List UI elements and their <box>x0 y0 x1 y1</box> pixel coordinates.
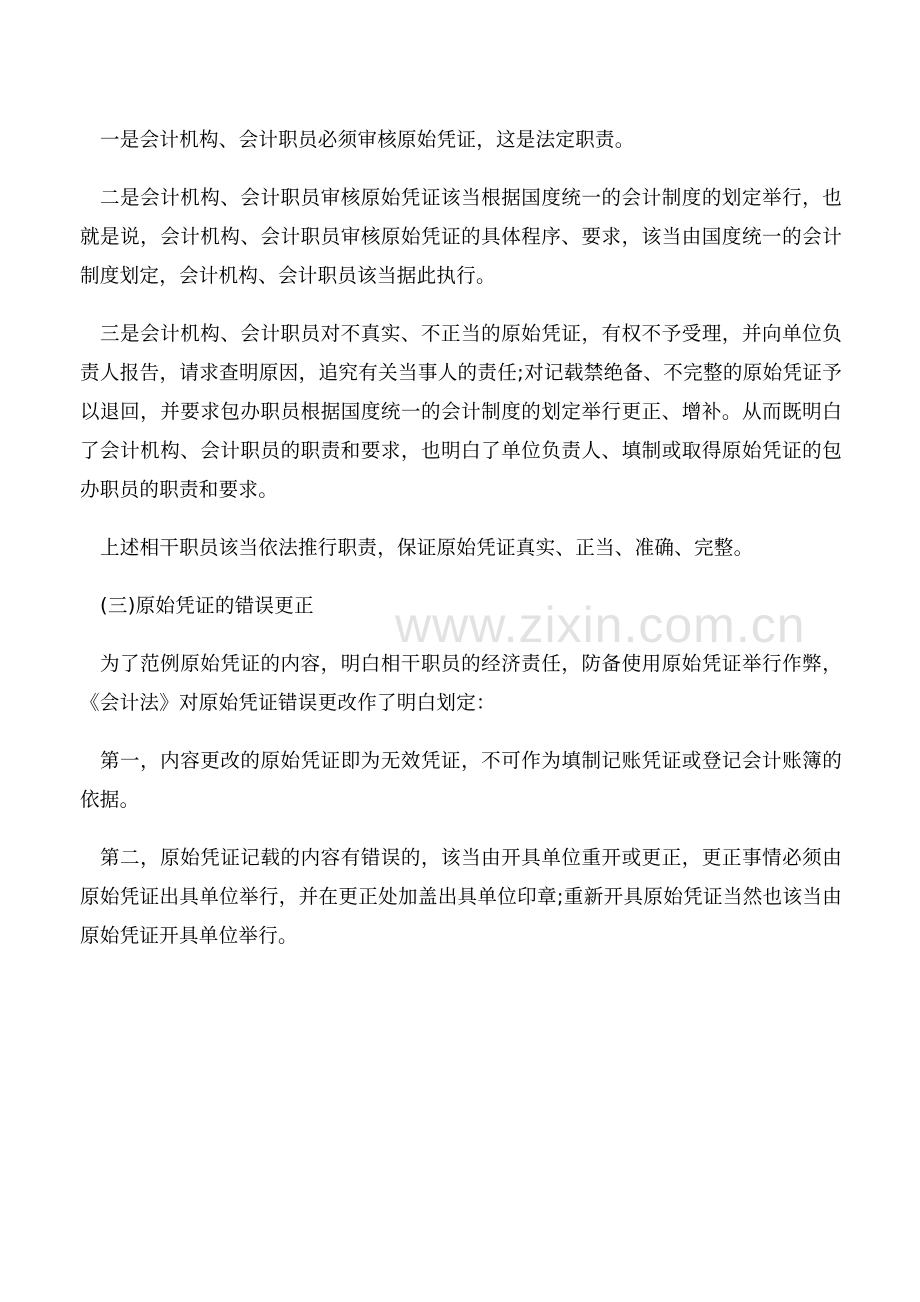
paragraph-3: 三是会计机构、会计职员对不真实、不正当的原始凭证，有权不予受理，并向单位负责人报告，请求查明原因，追究有关当事人的责任;对记载禁绝备、不完整的原始凭证予以退回，并要求包办职员根据国度统一的会计制度的划定举行更正、增补。从而既明白了会计机构、会计职员的职责和要求，也明白了单位负责人、填制或取得原始凭证的包办职员的职责和要求。 <box>80 322 842 501</box>
document-body <box>80 120 842 974</box>
watermark-text: www.zixin.com.cn <box>395 597 806 653</box>
paragraph-5: 为了范例原始凭证的内容，明白相干职员的经济责任，防备使用原始凭证举行作弊，《会计法》对原始凭证错误更改作了明白划定： <box>80 652 842 714</box>
paragraph-6: 第一，内容更改的原始凭证即为无效凭证，不可作为填制记账凭证或登记会计账簿的依据。 <box>80 749 842 811</box>
section-heading: (三)原始凭证的错误更正 <box>100 594 314 617</box>
paragraph-4: 上述相干职员该当依法推行职责，保证原始凭证真实、正当、准确、完整。 <box>100 536 754 559</box>
paragraph-1: 一是会计机构、会计职员必须审核原始凭证，这是法定职责。 <box>100 128 635 151</box>
paragraph-2: 二是会计机构、会计职员审核原始凭证该当根据国度统一的会计制度的划定举行，也就是说，会计机构、会计职员审核原始凭证的具体程序、要求，该当由国度统一的会计制度划定，会计机构、会计职员该当据此执行。 <box>80 186 842 287</box>
paragraph-7: 第二，原始凭证记载的内容有错误的，该当由开具单位重开或更正，更正事情必须由原始凭证出具单位举行，并在更正处加盖出具单位印章;重新开具原始凭证当然也该当由原始凭证开具单位举行。 <box>80 846 842 947</box>
